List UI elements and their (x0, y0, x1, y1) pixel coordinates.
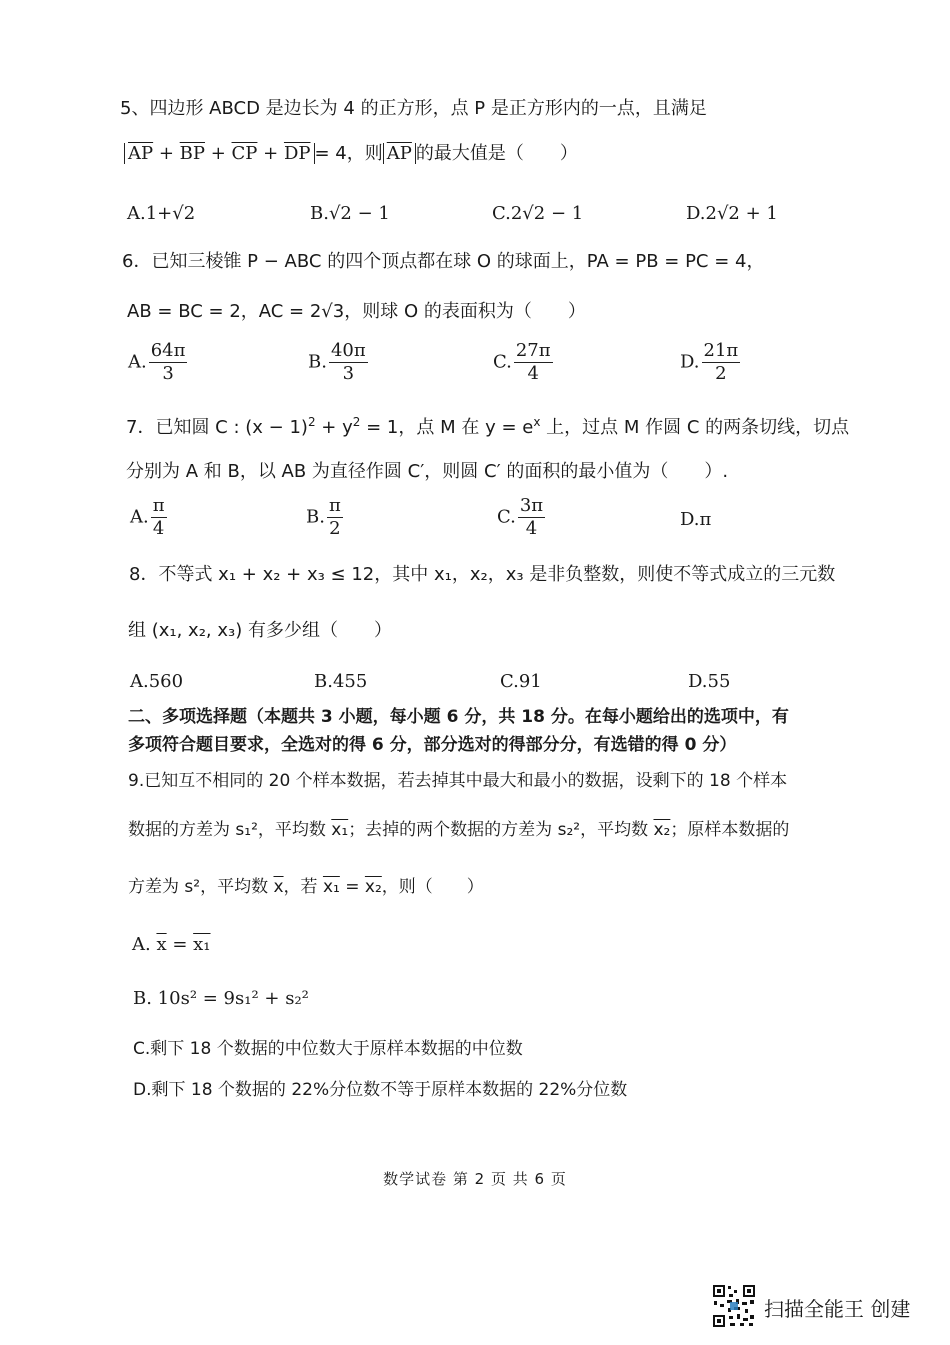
vec-dp: $\overline{DP}$ (283, 143, 311, 164)
q6-option-b: B. $\frac{40\pi}{3}$ (308, 340, 366, 384)
q5-option-b: B.√2 − 1 (310, 203, 390, 224)
q8-option-d: D.55 (688, 671, 731, 692)
q5-option-d: D.2√2 + 1 (686, 203, 778, 224)
q9-option-a: A. $\overline{x} = x_1$ (132, 934, 211, 955)
q8-option-a: A.560 (130, 671, 184, 692)
q5-option-c: C.2√2 − 1 (492, 203, 584, 224)
vec-cp: $\overline{CP}$ (231, 143, 258, 164)
q9-stem-line1: 9.已知互不相同的 20 个样本数据，若去掉其中最大和最小的数据，设剩下的 18 个样本 (128, 771, 788, 791)
q8-option-c: C.91 (500, 671, 542, 692)
q6-stem-line2: AB = BC = 2，AC = 2√3，则球 O 的表面积为（ ） (127, 301, 586, 322)
q5-ask-abs (383, 143, 416, 164)
q9-stem-line3: 方差为 s²，平均数 $\overline{x}$，若 x₁ = x₂，则（ ） (128, 877, 484, 897)
q8-option-b: B.455 (314, 671, 368, 692)
q5-stem-line1: 5、四边形 ABCD 是边长为 4 的正方形，点 P 是正方形内的一点，且满足 (120, 98, 707, 119)
q9-option-d: D.剩下 18 个数据的 22%分位数不等于原样本数据的 22%分位数 (133, 1080, 628, 1100)
q5-stem-line2 (124, 142, 578, 166)
q7-stem-line2: 分别为 A 和 B，以 AB 为直径作圆 C′，则圆 C′ 的面积的最小值为（ ）. (126, 461, 729, 482)
q7-option-d: D.π (680, 509, 712, 530)
q5-ask-tail: 的最大值是（ ） (415, 143, 578, 164)
page-footer: 数学试卷 第 2 页 共 6 页 (383, 1170, 567, 1188)
section2-heading-line2: 多项符合题目要求，全选对的得 6 分，部分选对的得部分分，有选错的得 0 分） (128, 735, 737, 755)
q6-stem-line1: 6．已知三棱锥 P − ABC 的四个顶点都在球 O 的球面上，PA = PB = PC = 4， (122, 251, 765, 272)
q6-option-d: D. $\frac{21\pi}{2}$ (680, 340, 739, 384)
vec-ap: $\overline{AP}$ (128, 143, 154, 164)
q5-vector-sum-abs: $\overline{AP} + \overline{BP} + \overline{CP} + \overline{DP}$ (124, 143, 315, 164)
vec-ap-ask: $\overline{AP}$ (386, 143, 412, 164)
q7-option-a: A. $\frac{\pi}{4}$ (130, 495, 165, 539)
q5-option-a: A.1+√2 (127, 203, 196, 224)
q6-option-a: A. $\frac{64\pi}{3}$ (128, 340, 186, 384)
section2-heading-line1: 二、多项选择题（本题共 3 小题，每小题 6 分，共 18 分。在每小题给出的选项中，有 (128, 707, 789, 727)
q5-eq-rest: = 4，则 (314, 143, 383, 164)
q8-stem-line1: 8．不等式 x₁ + x₂ + x₃ ≤ 12，其中 x₁，x₂，x₃ 是非负整数，则使不等式成立的三元数 (129, 564, 836, 585)
q7-option-b: B. $\frac{\pi}{2}$ (306, 495, 341, 539)
q7-option-c: C. $\frac{3\pi}{4}$ (497, 495, 544, 539)
vec-bp: $\overline{BP}$ (179, 143, 205, 164)
qr-code-icon (712, 1284, 756, 1328)
scanner-watermark-text: 扫描全能王 创建 (764, 1297, 911, 1321)
q7-stem-line1: 7．已知圆 C : $(x - 1)^2 + y^2 = 1$，点 M 在 $y = e^x$ 上，过点 M 作圆 C 的两条切线，切点 (126, 415, 850, 438)
q9-option-c: C.剩下 18 个数据的中位数大于原样本数据的中位数 (133, 1039, 523, 1059)
q9-option-b: B. 10s² = 9s₁² + s₂² (133, 988, 309, 1009)
q6-option-c: C. $\frac{27\pi}{4}$ (493, 340, 551, 384)
q9-stem-line2: 数据的方差为 s₁²，平均数 x₁；去掉的两个数据的方差为 s₂²，平均数 x₂；原样本数据的 (128, 820, 790, 840)
q8-stem-line2: 组 (x₁, x₂, x₃) 有多少组（ ） (128, 620, 392, 641)
